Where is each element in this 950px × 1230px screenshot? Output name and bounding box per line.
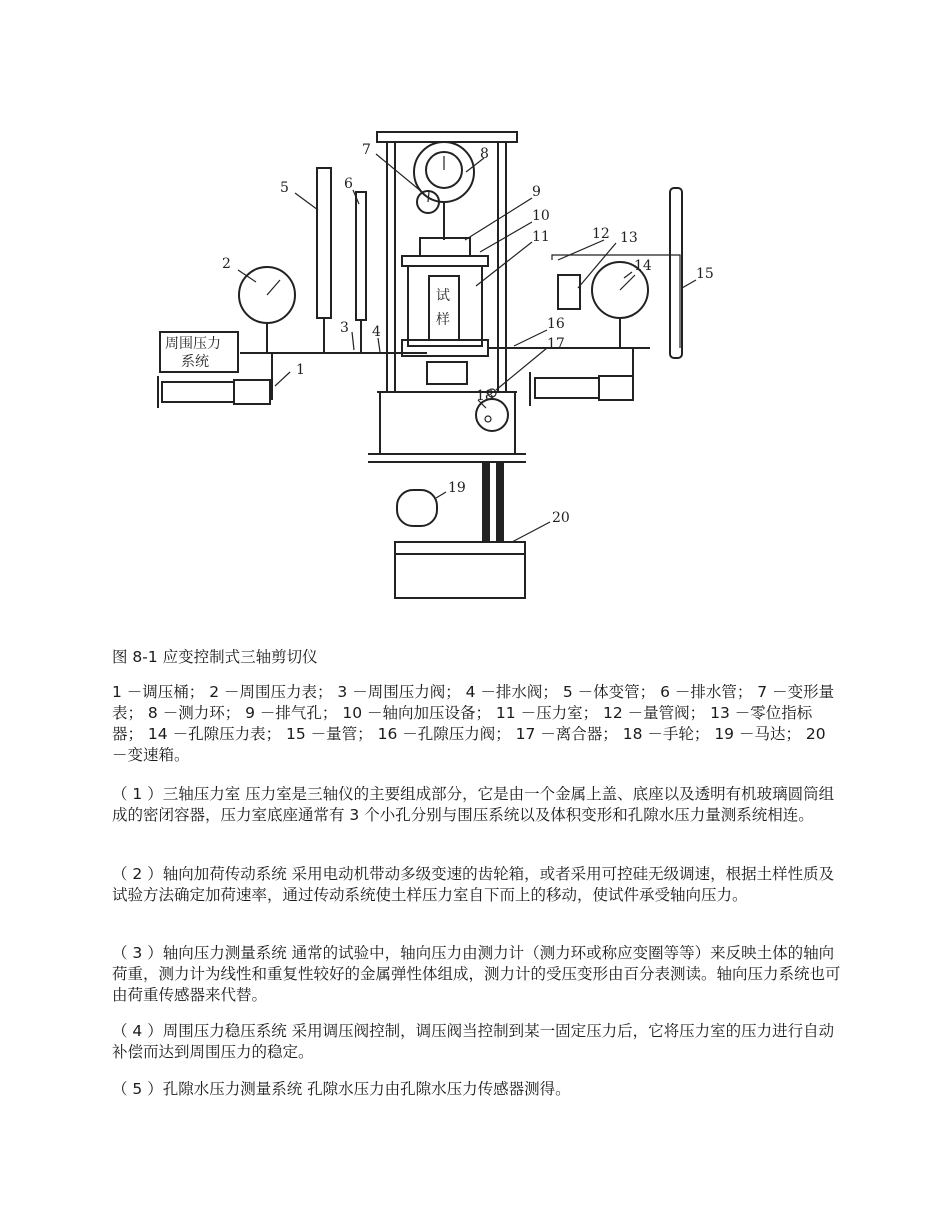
callout-6: 6 bbox=[344, 176, 353, 192]
paragraph-pore-pressure-measurement: （ 5 ）孔隙水压力测量系统 孔隙水压力由孔隙水压力传感器测得。 bbox=[112, 1080, 571, 1098]
callout-18: 18 bbox=[476, 388, 494, 404]
callout-15: 15 bbox=[696, 266, 714, 282]
pressure-cylinder-1 bbox=[162, 382, 234, 402]
triaxial-apparatus-figure bbox=[140, 110, 714, 610]
drain-tube-6 bbox=[356, 192, 366, 320]
box-label-line1: 周围压力 bbox=[165, 336, 221, 352]
top-crossbeam bbox=[377, 132, 517, 142]
callout-2: 2 bbox=[222, 256, 231, 272]
callout-16: 16 bbox=[547, 316, 565, 332]
callout-9: 9 bbox=[532, 184, 541, 200]
gearbox-20 bbox=[395, 542, 525, 598]
paragraph-axial-pressure-measurement: （ 3 ）轴向压力测量系统 通常的试验中，轴向压力由测力计（测力环或称应变圈等等）来反映土体的轴向荷重，测力计为线性和重复性较好的金属弹性体组成，测力计的受压变形由百分表测读。轴向压力系统也可由荷重传感器来代替。 bbox=[112, 944, 841, 1004]
drive-belt-right bbox=[496, 462, 504, 542]
callout-5: 5 bbox=[280, 180, 289, 196]
paragraph-confining-pressure-stabilization: （ 4 ）周围压力稳压系统 采用调压阀控制，调压阀当控制到某一固定压力后，它将压力室的压力进行自动补偿而达到周围压力的稳定。 bbox=[112, 1022, 835, 1061]
callout-3: 3 bbox=[340, 320, 349, 336]
null-indicator-13 bbox=[558, 275, 580, 309]
paragraph-axial-loading: （ 2 ）轴向加荷传动系统 采用电动机带动多级变速的齿轮箱，或者采用可控硅无级调速，根据土样性质及试验方法确定加荷速率，通过传动系统使土样压力室自下而上的移动，使试件承受轴向压力。 bbox=[112, 865, 835, 904]
callout-10: 10 bbox=[532, 208, 550, 224]
specimen-label-2: 样 bbox=[436, 312, 450, 328]
gearbox-housing bbox=[380, 392, 515, 454]
paragraph-pressure-chamber: （ 1 ）三轴压力室 压力室是三轴仪的主要组成部分，它是由一个金属上盖、底座以及透明有机玻璃圆筒组成的密闭容器，压力室底座通常有 3 个小孔分别与围压系统以及体积变形和孔隙水压力量测系统相连。 bbox=[112, 785, 835, 824]
specimen-label-1: 试 bbox=[436, 288, 450, 304]
figure-legend: 1 －调压桶； 2 －周围压力表； 3 －周围压力阀； 4 －排水阀； 5 －体变管； 6 －排水管； 7 －变形量表； 8 －测力环； 9 －排气孔； 10 －轴向加压设备； 11 －压力室； 12 －量管阀； 13 －零位指标器； 14 －孔隙压力表； 15 －量管； 16 －孔隙压力阀； 17 －离合器； 18 －手轮； 19 －马达； 20 －变速箱。 bbox=[112, 683, 835, 764]
callout-11: 11 bbox=[532, 229, 550, 245]
callout-1: 1 bbox=[296, 362, 305, 378]
callout-17: 17 bbox=[547, 336, 565, 352]
right-cylinder bbox=[535, 378, 599, 398]
volume-change-tube-5 bbox=[317, 168, 331, 318]
callout-19: 19 bbox=[448, 480, 466, 496]
callout-13: 13 bbox=[620, 230, 638, 246]
figure-caption: 图 8-1 应变控制式三轴剪切仪 bbox=[112, 648, 318, 666]
triaxial-apparatus-diagram bbox=[140, 110, 714, 610]
box-label-line2: 系统 bbox=[181, 354, 209, 370]
callout-12: 12 bbox=[592, 226, 610, 242]
top-cap bbox=[420, 238, 470, 256]
motor-19 bbox=[397, 490, 437, 526]
callout-7: 7 bbox=[362, 142, 371, 158]
callout-8: 8 bbox=[480, 146, 489, 162]
callout-20: 20 bbox=[552, 510, 570, 526]
pressure-chamber-11 bbox=[408, 266, 482, 346]
specimen bbox=[429, 276, 459, 340]
callout-4: 4 bbox=[372, 324, 381, 340]
callout-14: 14 bbox=[634, 258, 652, 274]
drive-belt-left bbox=[482, 462, 490, 542]
